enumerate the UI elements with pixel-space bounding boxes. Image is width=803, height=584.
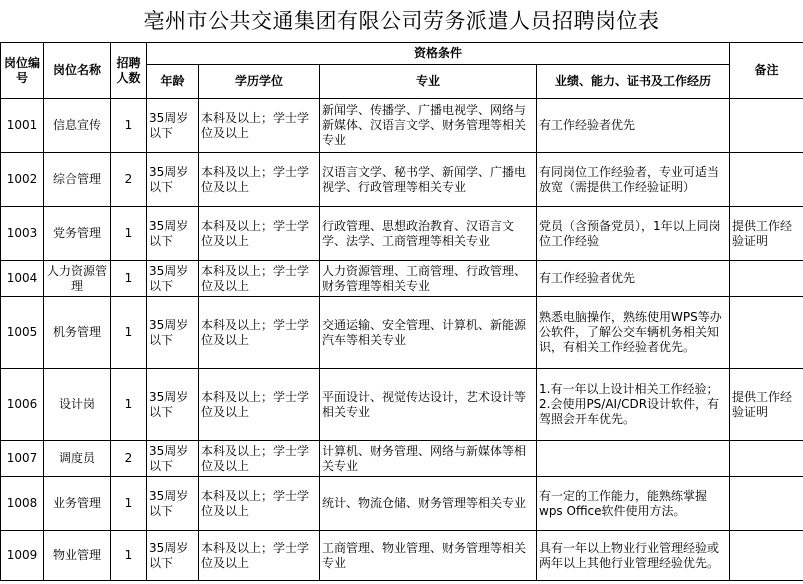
cell-age: 35周岁以下 <box>147 297 199 369</box>
table-row <box>1 369 803 441</box>
cell-post-no: 1005 <box>1 297 44 369</box>
cell-age: 35周岁以下 <box>147 261 199 297</box>
cell-major: 交通运输、安全管理、计算机、新能源汽车等相关专业 <box>320 297 537 369</box>
cell-experience: 具有一年以上物业行业管理经验或两年以上其他行业管理经验优先。 <box>537 531 730 581</box>
cell-post-no: 1002 <box>1 153 44 207</box>
cell-post-name: 调度员 <box>44 441 111 477</box>
cell-remarks <box>730 99 803 153</box>
cell-count: 1 <box>111 477 147 531</box>
page-title: 亳州市公共交通集团有限公司劳务派遣人员招聘岗位表 <box>143 9 660 33</box>
table-body <box>1 99 803 581</box>
cell-remarks <box>730 531 803 581</box>
cell-age: 35周岁以下 <box>147 369 199 441</box>
cell-major: 平面设计、视觉传达设计，艺术设计等相关专业 <box>320 369 537 441</box>
cell-post-name: 业务管理 <box>44 477 111 531</box>
cell-count: 2 <box>111 153 147 207</box>
table-row <box>1 99 803 153</box>
cell-remarks: 提供工作经验证明 <box>730 369 803 441</box>
cell-education: 本科及以上；学士学位及以上 <box>199 297 320 369</box>
cell-post-name: 设计岗 <box>44 369 111 441</box>
cell-education: 本科及以上；学士学位及以上 <box>199 441 320 477</box>
cell-age: 35周岁以下 <box>147 441 199 477</box>
cell-count: 1 <box>111 261 147 297</box>
cell-post-name: 综合管理 <box>44 153 111 207</box>
cell-experience: 有一定的工作能力，能熟练掌握wps Office软件使用方法。 <box>537 477 730 531</box>
table-row <box>1 297 803 369</box>
cell-experience <box>537 441 730 477</box>
header-experience: 业绩、能力、证书及工作经历 <box>537 65 730 99</box>
cell-post-name: 物业管理 <box>44 531 111 581</box>
cell-experience: 党员（含预备党员），1年以上同岗位工作经验 <box>537 207 730 261</box>
cell-major: 统计、物流仓储、财务管理等相关专业 <box>320 477 537 531</box>
cell-education: 本科及以上；学士学位及以上 <box>199 531 320 581</box>
cell-count: 1 <box>111 297 147 369</box>
cell-education: 本科及以上；学士学位及以上 <box>199 369 320 441</box>
cell-experience: 熟悉电脑操作，熟练使用WPS等办公软件，了解公交车辆机务相关知识，有相关工作经验者优先。 <box>537 297 730 369</box>
cell-count: 1 <box>111 369 147 441</box>
table-row <box>1 531 803 581</box>
cell-education: 本科及以上；学士学位及以上 <box>199 261 320 297</box>
table-row <box>1 477 803 531</box>
cell-post-no: 1007 <box>1 441 44 477</box>
cell-age: 35周岁以下 <box>147 531 199 581</box>
cell-major: 汉语言文学、秘书学、新闻学、广播电视学、行政管理等相关专业 <box>320 153 537 207</box>
cell-age: 35周岁以下 <box>147 477 199 531</box>
table-row <box>1 207 803 261</box>
cell-post-no: 1006 <box>1 369 44 441</box>
table-row <box>1 441 803 477</box>
cell-major: 人力资源管理、工商管理、行政管理、财务管理等相关专业 <box>320 261 537 297</box>
header-count: 招聘人数 <box>111 43 147 99</box>
cell-major: 行政管理、思想政治教育、汉语言文学、法学、工商管理等相关专业 <box>320 207 537 261</box>
cell-experience: 1.有一年以上设计相关工作经验；2.会使用PS/AI/CDR设计软件，有驾照会开车优先。 <box>537 369 730 441</box>
cell-post-no: 1009 <box>1 531 44 581</box>
cell-education: 本科及以上；学士学位及以上 <box>199 153 320 207</box>
cell-post-name: 党务管理 <box>44 207 111 261</box>
header-age: 年龄 <box>147 65 199 99</box>
cell-post-name: 信息宣传 <box>44 99 111 153</box>
positions-table <box>0 42 803 581</box>
cell-post-name: 机务管理 <box>44 297 111 369</box>
header-post-no: 岗位编号 <box>1 43 44 99</box>
cell-age: 35周岁以下 <box>147 99 199 153</box>
cell-remarks <box>730 297 803 369</box>
cell-post-no: 1001 <box>1 99 44 153</box>
header-post-name: 岗位名称 <box>44 43 111 99</box>
cell-age: 35周岁以下 <box>147 153 199 207</box>
cell-count: 1 <box>111 531 147 581</box>
table-row <box>1 153 803 207</box>
cell-remarks <box>730 153 803 207</box>
cell-post-no: 1004 <box>1 261 44 297</box>
cell-remarks <box>730 441 803 477</box>
cell-count: 2 <box>111 441 147 477</box>
cell-count: 1 <box>111 99 147 153</box>
cell-post-no: 1003 <box>1 207 44 261</box>
cell-remarks <box>730 477 803 531</box>
cell-experience: 有同岗位工作经验者，专业可适当放宽（需提供工作经验证明） <box>537 153 730 207</box>
header-qualifications: 资格条件 <box>147 43 730 65</box>
cell-remarks: 提供工作经验证明 <box>730 207 803 261</box>
cell-experience: 有工作经验者优先 <box>537 99 730 153</box>
table-row <box>1 261 803 297</box>
cell-post-name: 人力资源管理 <box>44 261 111 297</box>
cell-education: 本科及以上；学士学位及以上 <box>199 207 320 261</box>
cell-major: 计算机、财务管理、网络与新媒体等相关专业 <box>320 441 537 477</box>
header-major: 专业 <box>320 65 537 99</box>
cell-major: 工商管理、物业管理、财务管理等相关专业 <box>320 531 537 581</box>
cell-remarks <box>730 261 803 297</box>
cell-age: 35周岁以下 <box>147 207 199 261</box>
cell-major: 新闻学、传播学、广播电视学、网络与新媒体、汉语言文学、财务管理等相关专业 <box>320 99 537 153</box>
cell-education: 本科及以上；学士学位及以上 <box>199 477 320 531</box>
cell-post-no: 1008 <box>1 477 44 531</box>
cell-experience: 有工作经验者优先 <box>537 261 730 297</box>
cell-education: 本科及以上；学士学位及以上 <box>199 99 320 153</box>
cell-count: 1 <box>111 207 147 261</box>
header-remarks: 备注 <box>730 43 803 99</box>
header-education: 学历学位 <box>199 65 320 99</box>
